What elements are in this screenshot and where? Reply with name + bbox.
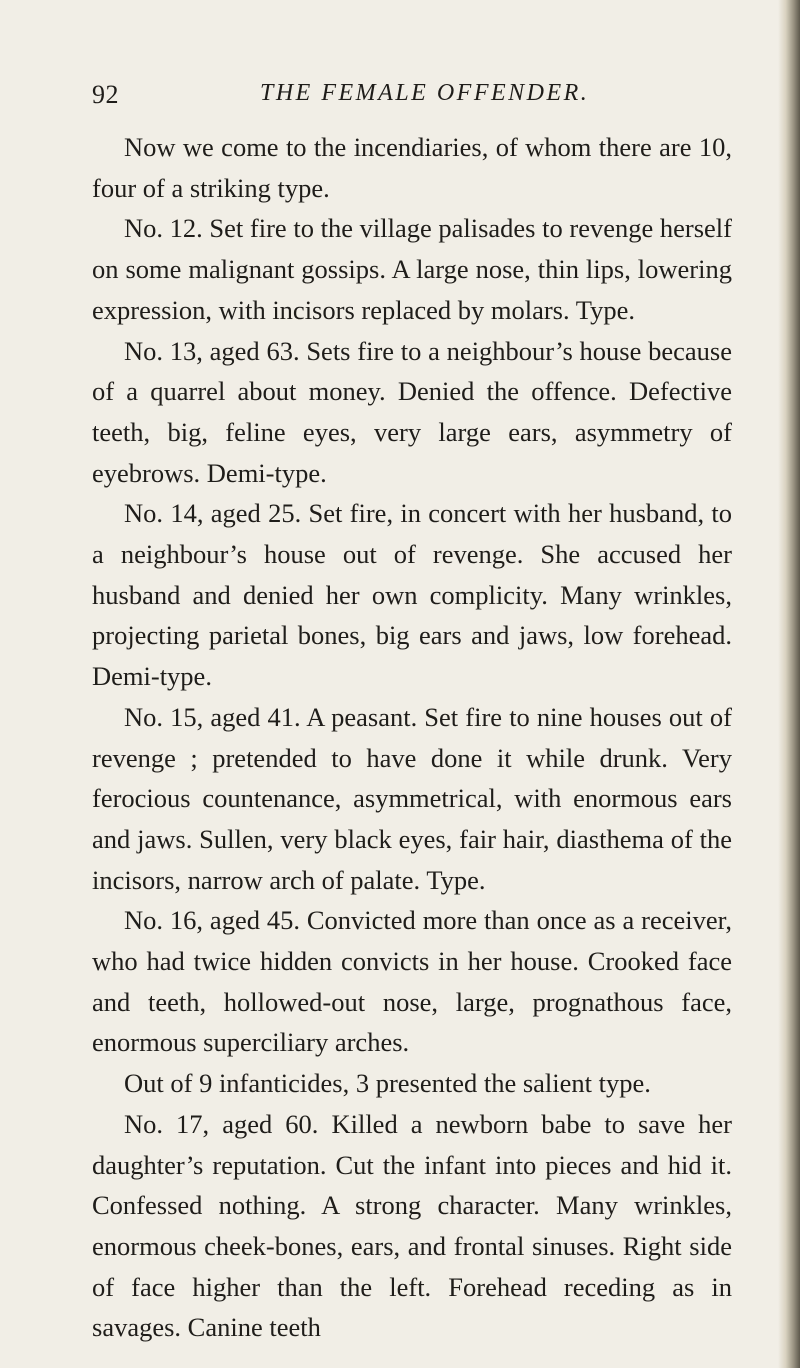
body-text <box>92 127 732 1348</box>
paragraph-intro: Now we come to the incendiaries, of whom there are 10, four of a striking type. <box>92 132 732 203</box>
paragraph-no-16: No. 16, aged 45. Convicted more than once as a receiver, who had twice hidden convicts in her house. Crooked face and teeth, hollowed-out nose, large, prognathous face, enormous superciliary arches. <box>92 905 732 1058</box>
page-number: 92 <box>92 80 119 109</box>
paragraph-no-13: No. 13, aged 63. Sets fire to a neighbour’s house because of a quarrel about money. Denied the offence. Defective teeth, big, feline eyes, very large ears, asymmetry of eyebrows. Demi-type. <box>92 335 732 488</box>
paragraph-no-15: No. 15, aged 41. A peasant. Set fire to nine houses out of revenge ; pretended to have done it while drunk. Very ferocious countenance, asymmetrical, with enormous ears and jaws. Sullen, very black eyes, fair hair, diasthema of the incisors, narrow arch of palate. Type. <box>92 701 732 895</box>
page-header <box>92 80 732 116</box>
page-edge-shadow <box>778 0 800 1368</box>
paragraph-no-14: No. 14, aged 25. Set fire, in concert with her husband, to a neighbour’s house out of revenge. She accused her husband and denied her own complicity. Many wrinkles, projecting parietal bones, big ears and jaws, low forehead. Demi-type. <box>92 498 732 692</box>
paragraph-no-12: No. 12. Set fire to the village palisades to revenge herself on some malignant gossips. A large nose, thin lips, lowering expression, with incisors replaced by molars. Type. <box>92 213 732 325</box>
paragraph-infanticides: Out of 9 infanticides, 3 presented the salient type. <box>124 1068 651 1099</box>
running-head: THE FEMALE OFFENDER. <box>260 80 590 106</box>
paragraph-no-17: No. 17, aged 60. Killed a newborn babe to save her daughter’s reputation. Cut the infant into pieces and hid it. Confessed nothing. A strong character. Many wrinkles, enormous cheek-bones, ears, and frontal sinuses. Right side of face higher than the left. Forehead receding as in savages. Canine teeth <box>92 1108 732 1343</box>
